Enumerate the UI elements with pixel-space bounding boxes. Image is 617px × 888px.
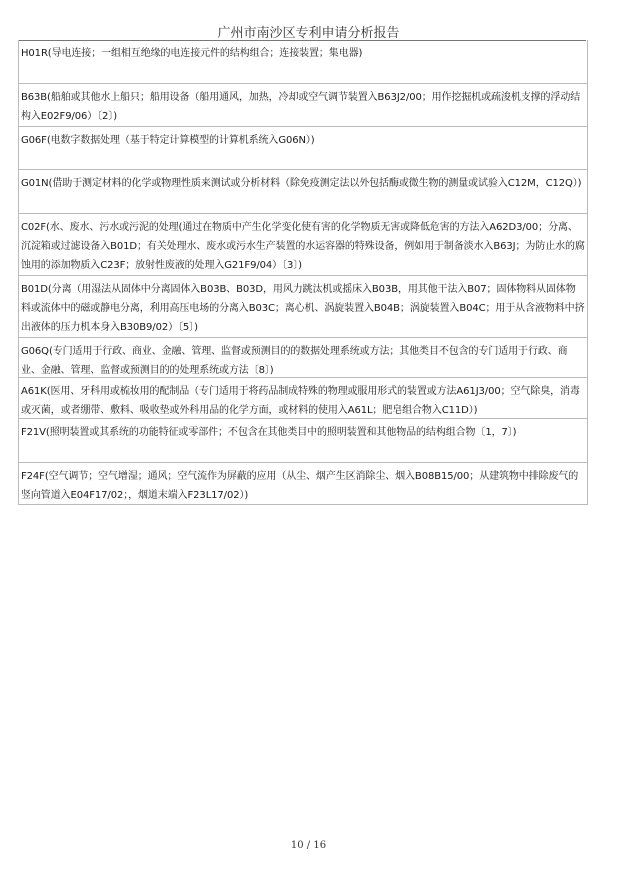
table-row: A61K(医用、牙科用或梳妆用的配制品（专门适用于将药品制成特殊的物理或服用形式的装置或方法A61J3/00；空气除臭，消毒或灭菌，或者绷带、敷料、吸收垫或外科用品的化学方面，或材料的使用入A61L；肥皂组合物入C11D）)	[19, 378, 587, 419]
table-row: H01R(导电连接；一组相互绝缘的电连接元件的结构组合；连接装置；集电器)	[19, 40, 587, 84]
table-row: F21V(照明装置或其系统的功能特征或零部件；不包含在其他类目中的照明装置和其他物品的结构组合物〔1，7〕)	[19, 419, 587, 463]
table-row: F24F(空气调节；空气增湿；通风；空气流作为屏蔽的应用（从尘、烟产生区消除尘、烟入B08B15/00；从建筑物中排除废气的竖向管道入E04F17/02；，烟道末端入F23L17/02）)	[19, 463, 587, 505]
table-row: C02F(水、废水、污水或污泥的处理(通过在物质中产生化学变化使有害的化学物质无害或降低危害的方法入A62D3/00；分离、沉淀箱或过滤设备入B01D；有关处理水、废水或污水生产装置的水运容器的特殊设备，例如用于制备淡水入B63J；为防止水的腐蚀用的添加物质入C23F；放射性废液的处理入G21F9/04）〔3〕)	[19, 214, 587, 276]
ipc-classification-table	[18, 40, 588, 505]
table-row: G06Q(专门适用于行政、商业、金融、管理、监督或预测目的的数据处理系统或方法；其他类目不包含的专门适用于行政、商业、金融、管理、监督或预测目的的处理系统或方法〔8〕)	[19, 338, 587, 378]
table-row: B01D(分离（用湿法从固体中分离固体入B03B、B03D，用风力跳汰机或摇床入B03B，用其他干法入B07；固体物料从固体物料或流体中的磁或静电分离，利用高压电场的分离入B03C；离心机、涡旋装置入B04B；涡旋装置入B04C；用于从含液物料中挤出液体的压力机本身入B30B9/02）〔5〕)	[19, 276, 587, 338]
page-header-title: 广州市南沙区专利申请分析报告	[217, 26, 400, 41]
table-row: G01N(借助于测定材料的化学或物理性质来测试或分析材料（除免疫测定法以外包括酶或微生物的测量或试验入C12M，C12Q）)	[19, 170, 587, 214]
table-row: B63B(船舶或其他水上船只；船用设备（船用通风，加热，冷却或空气调节装置入B63J2/00；用作挖掘机或疏浚机支撑的浮动结构入E02F9/06）〔2〕)	[19, 84, 587, 127]
table-row: G06F(电数字数据处理（基于特定计算模型的计算机系统入G06N）)	[19, 127, 587, 170]
page-number: 10 / 16	[290, 840, 327, 851]
